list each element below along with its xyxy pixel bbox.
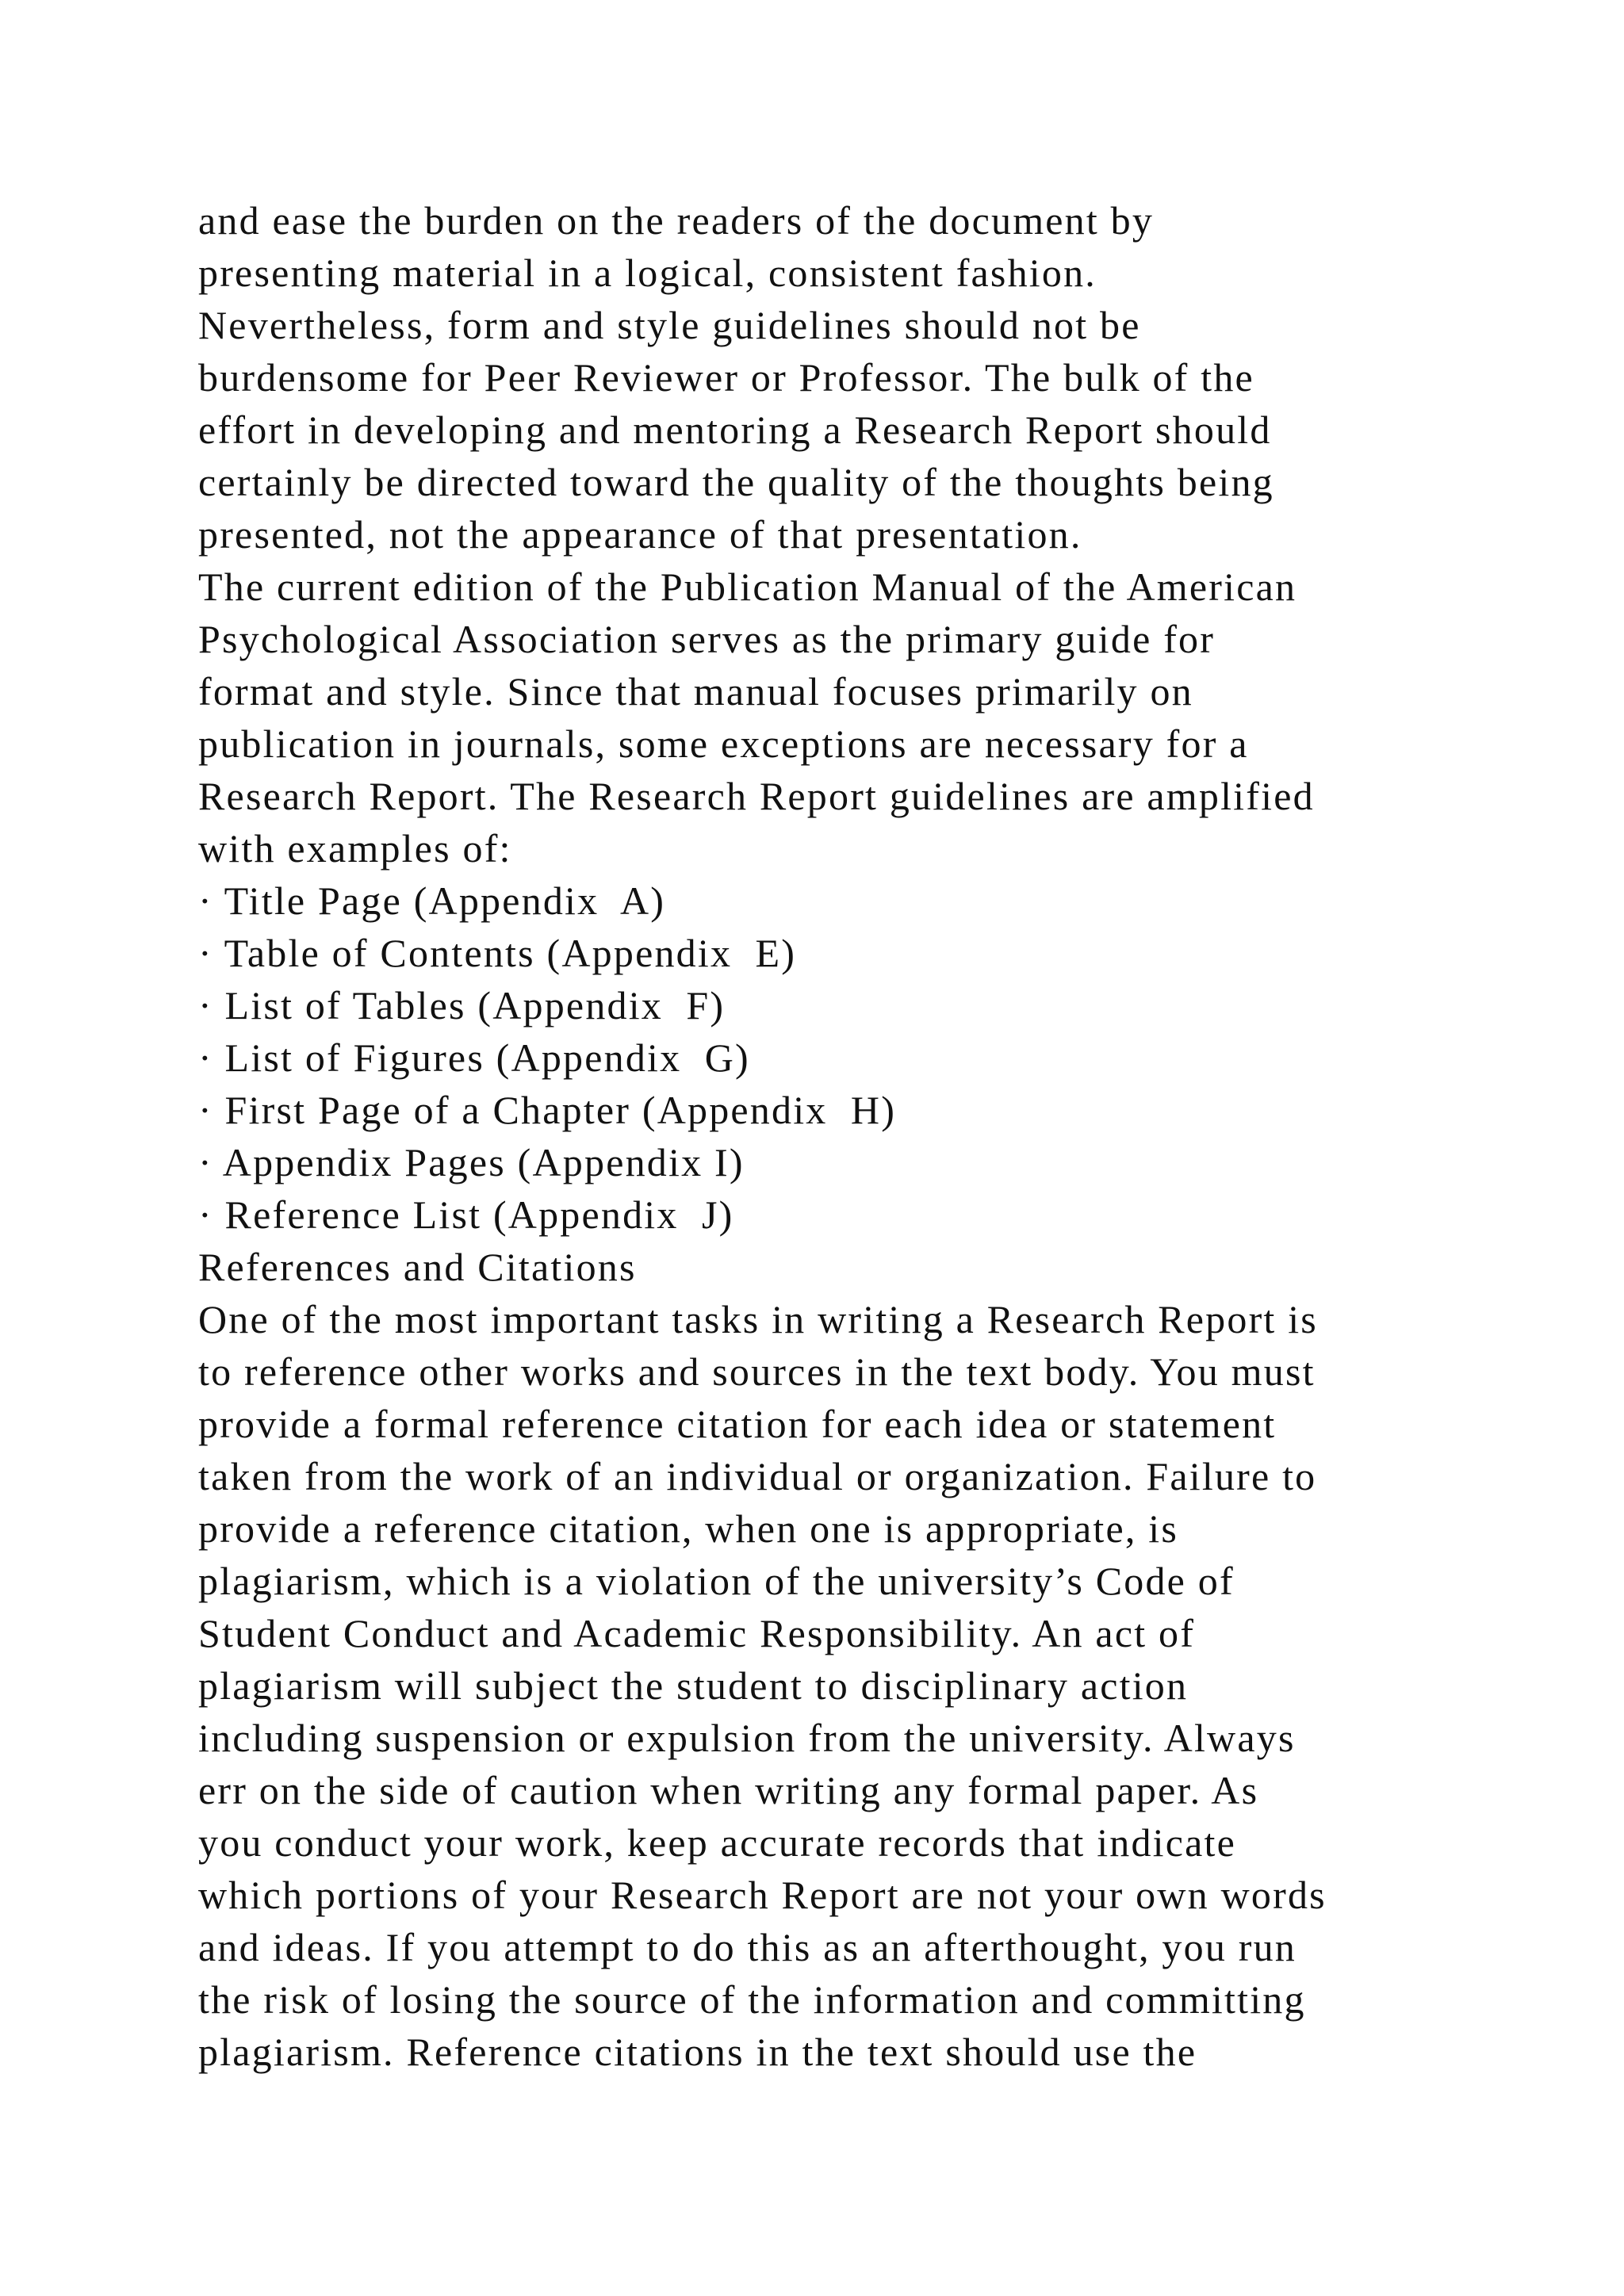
text-line: One of the most important tasks in writing a Research Report is xyxy=(198,1297,1318,1341)
text-line: plagiarism will subject the student to disciplinary action xyxy=(198,1663,1189,1708)
text-line: plagiarism. Reference citations in the text should use the xyxy=(198,2030,1197,2074)
text-line: publication in journals, some exceptions are necessary for a xyxy=(198,721,1249,766)
text-line: format and style. Since that manual focuses primarily on xyxy=(198,669,1193,714)
text-line: burdensome for Peer Reviewer or Professor. The bulk of the xyxy=(198,355,1254,400)
list-item: · First Page of a Chapter (Appendix H) xyxy=(198,1088,897,1132)
list-item: · Title Page (Appendix A) xyxy=(198,878,666,923)
text-line: Research Report. The Research Report guidelines are amplified xyxy=(198,774,1315,818)
body-text xyxy=(198,194,1530,2078)
text-line: to reference other works and sources in the text body. You must xyxy=(198,1349,1316,1394)
text-line: The current edition of the Publication Manual of the American xyxy=(198,564,1297,609)
text-line: plagiarism, which is a violation of the university’s Code of xyxy=(198,1559,1235,1603)
text-line: including suspension or expulsion from the university. Always xyxy=(198,1716,1296,1760)
list-item: · Table of Contents (Appendix E) xyxy=(198,931,797,975)
text-line: with examples of: xyxy=(198,826,512,871)
text-line: certainly be directed toward the quality of the thoughts being xyxy=(198,460,1274,504)
text-line: and ideas. If you attempt to do this as an afterthought, you run xyxy=(198,1925,1297,1969)
list-item: · Appendix Pages (Appendix I) xyxy=(198,1140,745,1184)
text-line: presenting material in a logical, consistent fashion. xyxy=(198,251,1097,295)
text-line: which portions of your Research Report are not your own words xyxy=(198,1873,1327,1917)
list-item: · Reference List (Appendix J) xyxy=(198,1192,734,1237)
text-line: effort in developing and mentoring a Research Report should xyxy=(198,408,1272,452)
text-line: and ease the burden on the readers of the document by xyxy=(198,198,1155,243)
list-item: · List of Tables (Appendix F) xyxy=(198,983,726,1027)
text-line: Student Conduct and Academic Responsibility. An act of xyxy=(198,1611,1196,1655)
text-line: you conduct your work, keep accurate records that indicate xyxy=(198,1820,1237,1865)
text-line: provide a formal reference citation for each idea or statement xyxy=(198,1402,1277,1446)
text-line: Nevertheless, form and style guidelines should not be xyxy=(198,303,1141,347)
text-line: err on the side of caution when writing any formal paper. As xyxy=(198,1768,1259,1812)
section-heading: References and Citations xyxy=(198,1245,637,1289)
text-line: provide a reference citation, when one is appropriate, is xyxy=(198,1506,1179,1551)
text-line: the risk of losing the source of the information and committing xyxy=(198,1977,1306,2022)
list-item: · List of Figures (Appendix G) xyxy=(198,1035,750,1080)
text-line: Psychological Association serves as the primary guide for xyxy=(198,617,1216,661)
text-line: taken from the work of an individual or organization. Failure to xyxy=(198,1454,1317,1498)
text-line: presented, not the appearance of that presentation. xyxy=(198,512,1082,557)
